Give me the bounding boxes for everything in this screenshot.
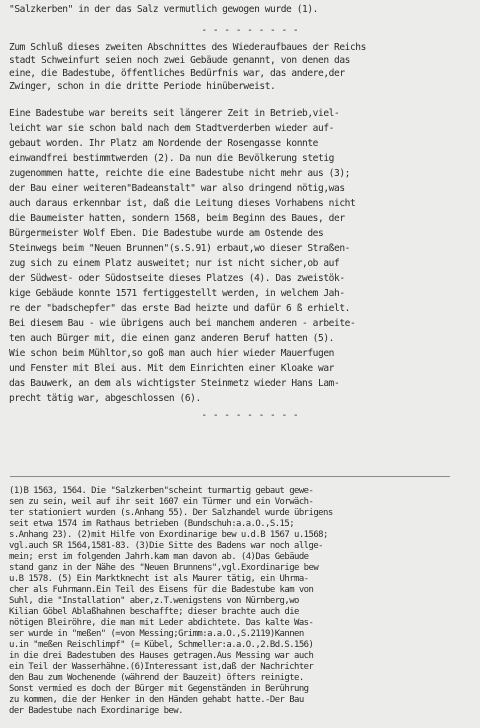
separator-top: - - - - - - - - - xyxy=(201,25,299,36)
footnote-line: Sonst vermied es doch der Bürger mit Gegenständen in Berührung xyxy=(9,684,309,694)
footnote-line: cher als Fuhrmann.Ein Teil des Eisens für die Badestube kam von xyxy=(9,585,314,595)
footnote-line: seit etwa 1574 im Rathaus betrieben (Bundschuh:a.a.O.,S.15; xyxy=(9,519,295,529)
footnote-line: nötigen Bleiröhre, die man mit Leder abdichtete. Das kalte Was- xyxy=(9,618,314,628)
text-line: der Südwest- oder Südostseite dieses Platzes (4). Das zweistök- xyxy=(9,273,345,284)
footnote-line: u.B 1578. (5) Ein Marktknecht ist als Maurer tätig, ein Uhrma- xyxy=(9,574,309,584)
separator-bottom: - - - - - - - - - xyxy=(201,410,299,421)
text-line: und Fenster mit Blei aus. Mit dem Einrichten einer Kloake war xyxy=(9,363,334,374)
footnote-line: (1)B 1563, 1564. Die "Salzkerben"scheint turmartig gebaut gewe- xyxy=(9,486,314,496)
footnote-line: u.in "meßen Reischlimpf" (= Kübel, Schmeller:a.a.O.,2.Bd.S.156) xyxy=(9,640,314,650)
text-line: Wie schon beim Mühltor,so goß man auch hier wieder Mauerfugen xyxy=(9,348,334,359)
footnote-line: s.Anhang 23). (2)mit Hilfe von Exordinarige bew u.d.B 1567 u.1568; xyxy=(9,530,328,540)
footnote-line: vgl.auch SR 1564,1581-83. (3)Die Sitte des Badens war noch allge- xyxy=(9,541,324,551)
text-line: Zwinger, schon in die dritte Periode hinüberweist. xyxy=(9,81,276,92)
text-line: re der "badschepfer" das erste Bad heizte und dafür 6 ß erhielt. xyxy=(9,303,350,314)
text-line: Bürgermeister Wolf Eben. Die Badestube wurde am Ostende des xyxy=(9,228,324,239)
text-line: zugenommen hatte, reichte die eine Badestube nicht mehr aus (3); xyxy=(9,168,350,179)
text-line: Steinwegs beim "Neuen Brunnen"(s.S.91) erbaut,wo dieser Straßen- xyxy=(9,243,350,254)
footnote-line: stand ganz in der Nähe des "Neuen Brunnens",vgl.Exordinarige bew xyxy=(9,563,319,573)
footnote-line: ter stationiert wurden (s.Anhang 55). Der Salzhandel wurde übrigens xyxy=(9,508,333,518)
footnote-line: mein; erst im folgenden Jahrh.kam man davon ab. (4)Das Gebäude xyxy=(9,552,309,562)
section-heading: "Salzkerben" in der das Salz vermutlich gewogen wurde (1). xyxy=(9,4,319,15)
text-line: kige Gebäude konnte 1571 fertiggestellt werden, in welchem Jah- xyxy=(9,288,345,299)
footnote-line: der Badestube nach Exordinarige bew. xyxy=(9,706,183,716)
footnote-line: Suhl, die "Installation" aber,z.T.wenigstens von Nürnberg,wo xyxy=(9,596,299,606)
text-line: einwandfrei bestimmtwerden (2). Da nun die Bevölkerung stetig xyxy=(9,153,334,164)
text-line: eine, die Badestube, öffentliches Bedürfnis war, das andere,der xyxy=(9,68,345,79)
footnote-line: ser wurde in "meßen" (=von Messing;Grimm:a.a.O.,S.2119)Kannen xyxy=(9,629,304,639)
footnote-line: sen zu sein, weil auf ihr seit 1607 ein Türmer und ein Vorwäch- xyxy=(9,497,314,507)
text-line: der Bau einer weiteren"Badeanstalt" war also dringend nötig,was xyxy=(9,183,345,194)
footnote-line: in die drei Badestuben des Hauses getragen.Aus Messing war auch xyxy=(9,651,314,661)
text-line: leicht war sie schon bald nach dem Stadtverderben wieder auf- xyxy=(9,123,334,134)
text-line: zug sich zu einem Platz ausweitet; nur ist nicht sicher,ob auf xyxy=(9,258,340,269)
text-line: ten auch Bürger mit, die einen ganz anderen Beruf hatten (5). xyxy=(9,333,334,344)
footnote-line: zu kommen, die der Henker in den Händen gehabt hatte.-Der Bau xyxy=(9,695,304,705)
text-line: die Baumeister hatten, sondern 1568, beim Beginn des Baues, der xyxy=(9,213,345,224)
text-line: Bei diesem Bau - wie übrigens auch bei manchem anderen - arbeite- xyxy=(9,318,356,329)
footnote-line: Kilian Göbel Ablaßhahnen beschaffte; dieser brachte auch die xyxy=(9,607,299,617)
text-line: stadt Schweinfurt seien noch zwei Gebäude genannt, von denen das xyxy=(9,55,350,66)
text-line: Eine Badestube war bereits seit längerer Zeit in Betrieb,viel- xyxy=(9,108,340,119)
text-line: Zum Schluß dieses zweiten Abschnittes des Wiederaufbaues der Reichs xyxy=(9,42,366,53)
footnote-line: ein Teil der Wasserhähne.(6)Interessant ist,daß der Nachrichter xyxy=(9,662,314,672)
text-line: auch daraus erkennbar ist, daß die Leitung dieses Vorhabens nicht xyxy=(9,198,356,209)
text-line: precht tätig war, abgeschlossen (6). xyxy=(9,393,201,404)
text-line: gebaut worden. Ihr Platz am Nordende der Rosengasse konnte xyxy=(9,138,319,149)
footnote-line: den Bau zum Wochenende (während der Bauzeit) öfters reinigte. xyxy=(9,673,304,683)
footnote-rule xyxy=(10,476,450,477)
text-line: das Bauwerk, an dem als wichtigster Steinmetz wieder Hans Lam- xyxy=(9,378,340,389)
